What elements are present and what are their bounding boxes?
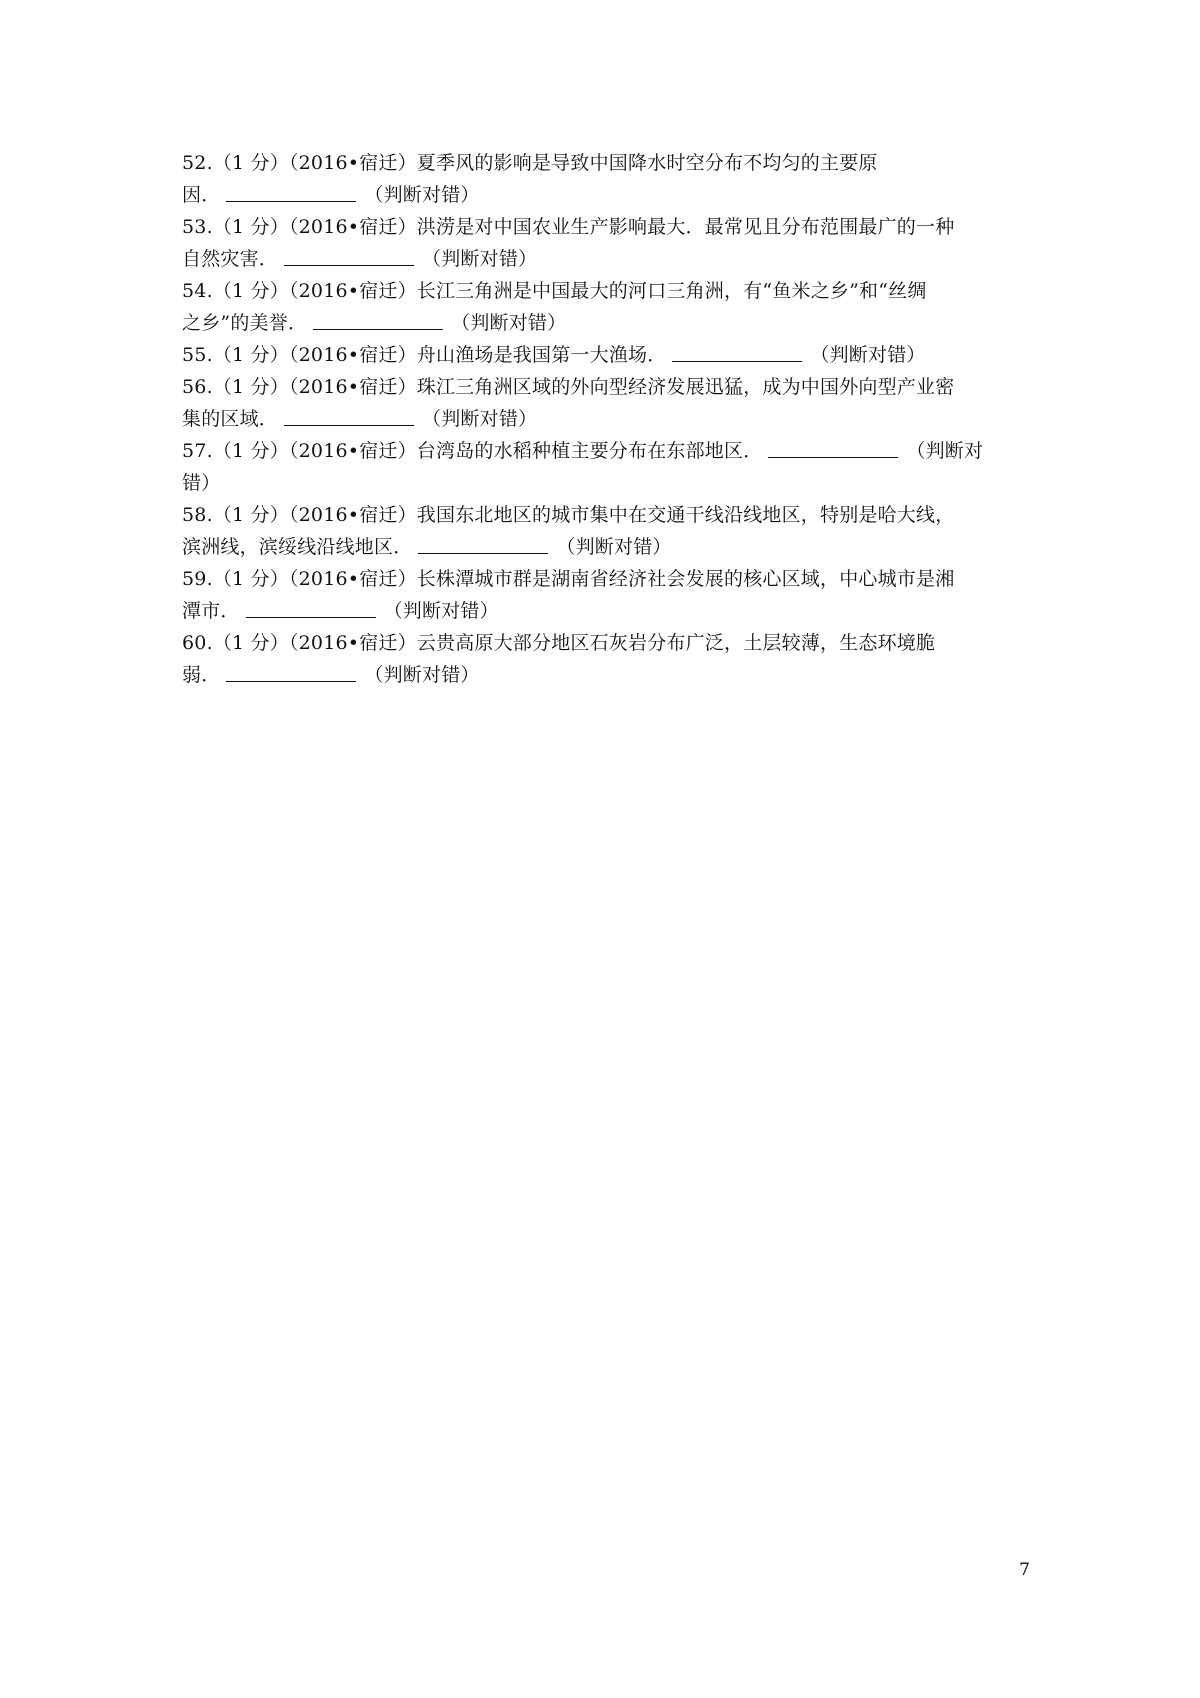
question-56-instruction: （判断对错） (422, 408, 538, 430)
question-52-instruction: （判断对错） (364, 184, 480, 206)
question-53-line-1: 53.（1 分）（2016•宿迁）洪涝是对中国农业生产影响最大．最常见且分布范围最广的一种 (182, 216, 955, 238)
question-58 (182, 499, 1024, 563)
question-57 (182, 435, 1024, 499)
answer-blank-54 (313, 311, 443, 330)
question-59 (182, 563, 1024, 627)
question-54-text: 之乡”的美誉． (182, 312, 308, 334)
question-56-line-2 (182, 403, 1024, 435)
question-55-text: 55.（1 分）（2016•宿迁）舟山渔场是我国第一大渔场． (182, 344, 667, 366)
question-54 (182, 275, 1024, 339)
answer-blank-52 (226, 183, 356, 202)
question-59-line-2 (182, 595, 1024, 627)
question-60-instruction: （判断对错） (364, 664, 480, 686)
answer-blank-59 (246, 599, 376, 618)
question-52 (182, 147, 1024, 211)
question-58-line-1: 58.（1 分）（2016•宿迁）我国东北地区的城市集中在交通干线沿线地区，特别是哈大线， (182, 504, 955, 526)
question-60-text: 弱． (182, 664, 221, 686)
question-55-line-1 (182, 339, 1024, 371)
question-58-text: 滨洲线，滨绥线沿线地区． (182, 536, 413, 558)
answer-blank-53 (284, 247, 414, 266)
question-57-line-2: 错） (182, 472, 221, 494)
answer-blank-56 (284, 407, 414, 426)
question-52-text: 因． (182, 184, 221, 206)
question-54-line-2 (182, 307, 1024, 339)
question-53 (182, 211, 1024, 275)
answer-blank-57 (768, 439, 898, 458)
question-60-line-1: 60.（1 分）（2016•宿迁）云贵高原大部分地区石灰岩分布广泛，土层较薄，生态环境脆 (182, 632, 936, 654)
question-58-line-2 (182, 531, 1024, 563)
question-56 (182, 371, 1024, 435)
question-54-line-1: 54.（1 分）（2016•宿迁）长江三角洲是中国最大的河口三角洲，有“鱼米之乡”和“丝绸 (182, 280, 927, 302)
question-57-instruction: （判断对 (906, 440, 984, 462)
question-57-line-1 (182, 435, 1024, 467)
question-52-line-2 (182, 179, 1024, 211)
question-56-line-1: 56.（1 分）（2016•宿迁）珠江三角洲区域的外向型经济发展迅猛，成为中国外向型产业密 (182, 376, 955, 398)
answer-blank-60 (226, 663, 356, 682)
question-57-text: 57.（1 分）（2016•宿迁）台湾岛的水稻种植主要分布在东部地区． (182, 440, 763, 462)
question-list (182, 147, 1024, 691)
answer-blank-58 (418, 535, 548, 554)
question-59-line-1: 59.（1 分）（2016•宿迁）长株潭城市群是湖南省经济社会发展的核心区域，中心城市是湘 (182, 568, 955, 590)
question-60-line-2 (182, 659, 1024, 691)
question-56-text: 集的区域． (182, 408, 279, 430)
page-number: 7 (1019, 1560, 1030, 1580)
question-52-line-1: 52.（1 分）（2016•宿迁）夏季风的影响是导致中国降水时空分布不均匀的主要原 (182, 152, 878, 174)
question-58-instruction: （判断对错） (556, 536, 672, 558)
answer-blank-55 (672, 343, 802, 362)
question-55-instruction: （判断对错） (810, 344, 926, 366)
question-54-instruction: （判断对错） (451, 312, 567, 334)
question-53-instruction: （判断对错） (422, 248, 538, 270)
question-60 (182, 627, 1024, 691)
question-53-line-2 (182, 243, 1024, 275)
question-59-text: 潭市． (182, 600, 240, 622)
question-55 (182, 339, 1024, 371)
question-53-text: 自然灾害． (182, 248, 279, 270)
question-59-instruction: （判断对错） (383, 600, 499, 622)
